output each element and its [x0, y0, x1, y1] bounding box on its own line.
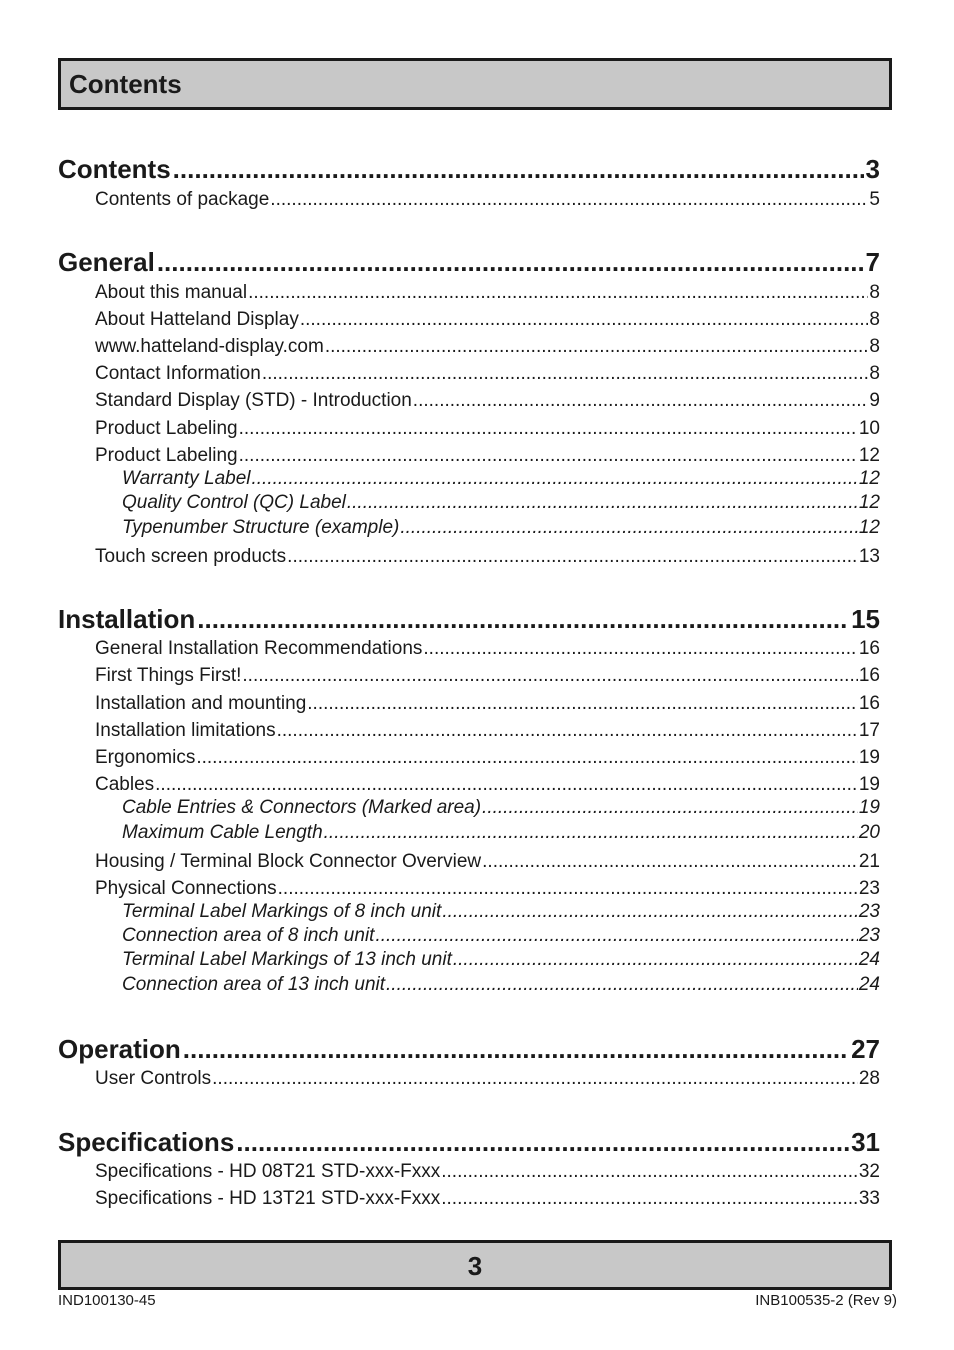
toc-entry[interactable] [95, 878, 880, 902]
toc-entry[interactable] [95, 665, 880, 689]
toc-subentry[interactable] [122, 949, 880, 973]
toc-entry[interactable] [95, 189, 880, 213]
toc-label: Cable Entries & Connectors (Marked area) [122, 797, 482, 818]
toc-section-entry[interactable] [58, 1034, 880, 1066]
dot-leader [242, 665, 857, 687]
toc-page: 19 [858, 797, 880, 818]
toc-subentry[interactable] [122, 925, 880, 949]
header-band [58, 58, 892, 110]
toc-page: 19 [858, 774, 880, 795]
toc-label: Connection area of 8 inch unit [122, 925, 375, 946]
toc-page: 21 [858, 851, 880, 872]
toc-entry[interactable] [95, 747, 880, 771]
toc-label: Physical Connections [95, 878, 277, 899]
dot-leader [252, 468, 858, 490]
document-code-left: IND100130-45 [58, 1292, 156, 1309]
toc-label: Installation [58, 604, 196, 634]
toc-subentry[interactable] [122, 797, 880, 821]
toc-entry[interactable] [95, 851, 880, 875]
toc-label: www.hatteland-display.com [95, 336, 324, 357]
dot-leader [270, 189, 868, 211]
toc-label: Installation limitations [95, 720, 276, 741]
toc-label: Product Labeling [95, 418, 238, 439]
dot-leader [277, 720, 858, 742]
dot-leader [183, 1034, 849, 1065]
toc-entry[interactable] [95, 282, 880, 306]
toc-page: 23 [858, 878, 880, 899]
toc-subentry[interactable] [122, 974, 880, 998]
toc-page: 15 [851, 604, 880, 634]
toc-page: 8 [869, 309, 880, 330]
toc-entry[interactable] [95, 546, 880, 570]
toc-label: Terminal Label Markings of 13 inch unit [122, 949, 452, 970]
toc-page: 9 [869, 390, 880, 411]
toc-entry[interactable] [95, 309, 880, 333]
toc-label: Product Labeling [95, 445, 238, 466]
dot-leader [441, 1161, 858, 1183]
toc-page: 12 [858, 468, 880, 489]
toc-label: Maximum Cable Length [122, 822, 323, 843]
toc-page: 20 [858, 822, 880, 843]
toc-subentry[interactable] [122, 517, 880, 541]
toc-entry[interactable] [95, 336, 880, 360]
toc-page: 32 [858, 1161, 880, 1182]
dot-leader [287, 546, 858, 568]
toc-page: 16 [858, 665, 880, 686]
toc-entry[interactable] [95, 418, 880, 442]
toc-label: Specifications - HD 08T21 STD-xxx-Fxxx [95, 1161, 441, 1182]
toc-entry[interactable] [95, 720, 880, 744]
toc-entry[interactable] [95, 693, 880, 717]
toc-label: Contents of package [95, 189, 270, 210]
toc-label: Quality Control (QC) Label [122, 492, 346, 513]
toc-page: 16 [858, 693, 880, 714]
toc-label: General Installation Recommendations [95, 638, 423, 659]
dot-leader [173, 154, 864, 185]
toc-label: Warranty Label [122, 468, 251, 489]
toc-label: Terminal Label Markings of 8 inch unit [122, 901, 442, 922]
document-code-right: INB100535-2 (Rev 9) [755, 1292, 897, 1309]
toc-section-entry[interactable] [58, 604, 880, 636]
toc-entry[interactable] [95, 1188, 880, 1212]
dot-leader [307, 693, 858, 715]
dot-leader [155, 774, 858, 796]
toc-page: 16 [858, 638, 880, 659]
dot-leader [196, 747, 858, 769]
dot-leader [400, 517, 857, 539]
toc-label: Standard Display (STD) - Introduction [95, 390, 412, 411]
toc-page: 7 [865, 247, 880, 277]
toc-label: Installation and mounting [95, 693, 307, 714]
toc-page: 12 [858, 517, 880, 538]
dot-leader [157, 247, 864, 278]
page-title: Contents [69, 69, 182, 99]
toc-entry[interactable] [95, 774, 880, 798]
dot-leader [236, 1127, 849, 1158]
toc-label: Specifications - HD 13T21 STD-xxx-Fxxx [95, 1188, 441, 1209]
toc-label: Operation [58, 1034, 181, 1064]
toc-entry[interactable] [95, 445, 880, 469]
toc-page: 23 [858, 901, 880, 922]
toc-label: About Hatteland Display [95, 309, 299, 330]
toc-page: 8 [869, 282, 880, 303]
toc-page: 24 [858, 974, 880, 995]
page-number: 3 [467, 1251, 483, 1281]
toc-page: 12 [858, 445, 880, 466]
toc-entry[interactable] [95, 1068, 880, 1092]
toc-page: 31 [851, 1127, 880, 1157]
toc-section-entry[interactable] [58, 247, 880, 279]
dot-leader [197, 604, 849, 635]
dot-leader [239, 445, 858, 467]
toc-page: 8 [869, 363, 880, 384]
toc-page: 27 [851, 1034, 880, 1064]
toc-label: Typenumber Structure (example) [122, 517, 400, 538]
toc-label: Contact Information [95, 363, 261, 384]
toc-entry[interactable] [95, 638, 880, 662]
toc-entry[interactable] [95, 363, 880, 387]
toc-page: 13 [858, 546, 880, 567]
dot-leader [248, 282, 868, 304]
toc-label: Cables [95, 774, 155, 795]
dot-leader [442, 901, 858, 923]
toc-label: Contents [58, 154, 171, 184]
toc-label: Housing / Terminal Block Connector Overview [95, 851, 482, 872]
dot-leader [482, 797, 858, 819]
toc-page: 33 [858, 1188, 880, 1209]
toc-page: 5 [869, 189, 880, 210]
dot-leader [212, 1068, 858, 1090]
toc-subentry[interactable] [122, 901, 880, 925]
toc-page: 3 [865, 154, 880, 184]
dot-leader [239, 418, 858, 440]
toc-page: 23 [858, 925, 880, 946]
toc-section-entry[interactable] [58, 1127, 880, 1159]
toc-subentry[interactable] [122, 468, 880, 492]
toc-page: 24 [858, 949, 880, 970]
dot-leader [441, 1188, 858, 1210]
toc-subentry[interactable] [122, 822, 880, 846]
toc-label: Touch screen products [95, 546, 287, 567]
toc-entry[interactable] [95, 390, 880, 414]
dot-leader [413, 390, 869, 412]
dot-leader [300, 309, 869, 331]
toc-label: First Things First! [95, 665, 242, 686]
dot-leader [453, 949, 858, 971]
toc-label: Specifications [58, 1127, 235, 1157]
toc-page: 17 [858, 720, 880, 741]
dot-leader [482, 851, 858, 873]
dot-leader [423, 638, 857, 660]
dot-leader [278, 878, 858, 900]
dot-leader [324, 822, 858, 844]
toc-label: General [58, 247, 155, 277]
toc-label: Ergonomics [95, 747, 196, 768]
toc-label: Connection area of 13 inch unit [122, 974, 386, 995]
toc-entry[interactable] [95, 1161, 880, 1185]
toc-page: 10 [858, 418, 880, 439]
toc-page: 12 [858, 492, 880, 513]
dot-leader [375, 925, 857, 947]
toc-label: About this manual [95, 282, 248, 303]
toc-page: 8 [869, 336, 880, 357]
toc-section-entry[interactable] [58, 154, 880, 186]
toc-page: 19 [858, 747, 880, 768]
dot-leader [262, 363, 869, 385]
footer-band [58, 1240, 892, 1290]
dot-leader [386, 974, 858, 996]
dot-leader [347, 492, 858, 514]
toc-page: 28 [858, 1068, 880, 1089]
dot-leader [325, 336, 869, 358]
toc-subentry[interactable] [122, 492, 880, 516]
toc-label: User Controls [95, 1068, 212, 1089]
